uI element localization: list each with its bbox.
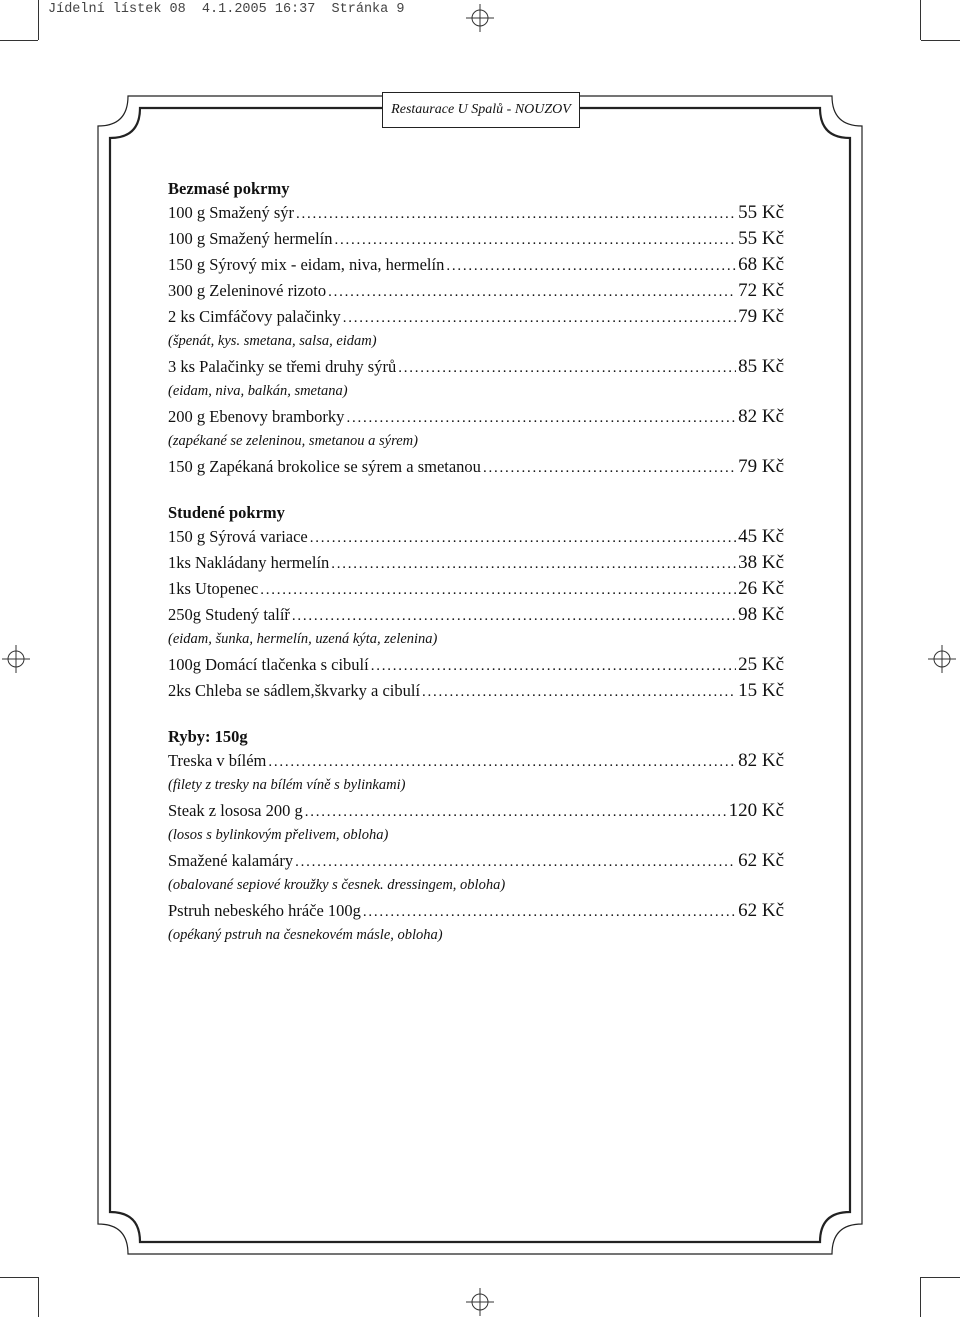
print-header: Jídelní lístek 08 4.1.2005 16:37 Stránka 9	[48, 2, 405, 17]
section-gap	[168, 704, 784, 726]
dot-leader	[268, 749, 736, 775]
dot-leader	[310, 525, 736, 551]
menu-item-name: 3 ks Palačinky se třemi druhy sýrů	[168, 357, 397, 376]
dot-leader	[398, 355, 736, 381]
menu-item-price: 68 Kč	[738, 254, 784, 275]
menu-item-note: (filety z tresky na bílém víně s bylinkami)	[168, 777, 406, 793]
dot-leader	[343, 305, 736, 331]
menu-item	[168, 602, 784, 628]
menu-item	[168, 652, 784, 678]
menu-item-price: 120 Kč	[728, 800, 784, 821]
menu-item	[168, 404, 784, 430]
restaurant-name: Restaurace U Spalů - NOUZOV	[382, 92, 580, 128]
menu-item-name: Treska v bílém	[168, 751, 267, 770]
menu-item-price: 38 Kč	[738, 552, 784, 573]
menu-item-price: 15 Kč	[738, 680, 784, 701]
menu-item	[168, 200, 784, 226]
menu-item-price: 62 Kč	[738, 900, 784, 921]
menu-item-price: 45 Kč	[738, 526, 784, 547]
dot-leader	[371, 653, 736, 679]
menu-item	[168, 678, 784, 704]
menu-item-price: 25 Kč	[738, 654, 784, 675]
menu-item-note: (eidam, šunka, hermelín, uzená kýta, zelenina)	[168, 631, 438, 647]
menu-item-name: 1ks Nakládany hermelín	[168, 553, 330, 572]
menu-item-name: 150 g Sýrová variace	[168, 527, 308, 546]
menu-item-note: (zapékané se zeleninou, smetanou a sýrem)	[168, 433, 418, 449]
menu-item-name: 300 g Zeleninové rizoto	[168, 281, 327, 300]
menu-item	[168, 454, 784, 480]
menu-item-note: (obalované sepiové kroužky s česnek. dressingem, obloha)	[168, 877, 506, 893]
menu-item-price: 62 Kč	[738, 850, 784, 871]
menu-item-name: 100g Domácí tlačenka s cibulí	[168, 655, 369, 674]
menu-item-name: Pstruh nebeského hráče 100g	[168, 901, 361, 920]
dot-leader	[446, 253, 736, 279]
section-title: Bezmasé pokrmy	[168, 179, 290, 198]
menu-item-price: 85 Kč	[738, 356, 784, 377]
menu-item	[168, 304, 784, 330]
section-title: Ryby: 150g	[168, 727, 248, 746]
dot-leader	[295, 849, 736, 875]
dot-leader	[363, 899, 736, 925]
dot-leader	[328, 279, 736, 305]
dot-leader	[305, 799, 727, 825]
menu-item-name: 2ks Chleba se sádlem,škvarky a cibulí	[168, 681, 421, 700]
dot-leader	[331, 551, 736, 577]
menu-item-price: 55 Kč	[738, 202, 784, 223]
menu-item-name: 150 g Zapékaná brokolice se sýrem a smetanou	[168, 457, 481, 476]
menu-item-note: (špenát, kys. smetana, salsa, eidam)	[168, 333, 377, 349]
menu-item	[168, 798, 784, 824]
menu-item-price: 79 Kč	[738, 456, 784, 477]
menu-item-name: 200 g Ebenovy bramborky	[168, 407, 345, 426]
menu-item	[168, 550, 784, 576]
menu-item	[168, 576, 784, 602]
dot-leader	[422, 679, 736, 705]
menu-item-name: 250g Studený talíř	[168, 605, 290, 624]
dot-leader	[483, 455, 736, 481]
menu-item-note: (eidam, niva, balkán, smetana)	[168, 383, 348, 399]
menu-item-note: (opékaný pstruh na česnekovém másle, obloha)	[168, 927, 443, 943]
menu-content	[168, 178, 784, 948]
menu-item-name: Smažené kalamáry	[168, 851, 294, 870]
menu-item-name: 150 g Sýrový mix - eidam, niva, hermelín	[168, 255, 445, 274]
menu-item-name: 100 g Smažený hermelín	[168, 229, 333, 248]
menu-item	[168, 524, 784, 550]
menu-item	[168, 848, 784, 874]
dot-leader	[346, 405, 736, 431]
menu-item-price: 79 Kč	[738, 306, 784, 327]
menu-item-name: 1ks Utopenec	[168, 579, 259, 598]
menu-item	[168, 748, 784, 774]
menu-item-name: Steak z lososa 200 g	[168, 801, 303, 820]
menu-item	[168, 354, 784, 380]
section-gap	[168, 480, 784, 502]
menu-item-price: 82 Kč	[738, 406, 784, 427]
dot-leader	[296, 201, 736, 227]
menu-item-price: 72 Kč	[738, 280, 784, 301]
menu-item	[168, 898, 784, 924]
dot-leader	[292, 603, 736, 629]
menu-item-price: 55 Kč	[738, 228, 784, 249]
menu-item-price: 82 Kč	[738, 750, 784, 771]
menu-item	[168, 278, 784, 304]
menu-item	[168, 226, 784, 252]
menu-item-name: 100 g Smažený sýr	[168, 203, 295, 222]
menu-item-price: 26 Kč	[738, 578, 784, 599]
menu-item-note: (losos s bylinkovým přelivem, obloha)	[168, 827, 389, 843]
menu-item-price: 98 Kč	[738, 604, 784, 625]
dot-leader	[260, 577, 736, 603]
menu-item-name: 2 ks Cimfáčovy palačinky	[168, 307, 341, 326]
dot-leader	[335, 227, 737, 253]
section-title: Studené pokrmy	[168, 503, 285, 522]
menu-item	[168, 252, 784, 278]
